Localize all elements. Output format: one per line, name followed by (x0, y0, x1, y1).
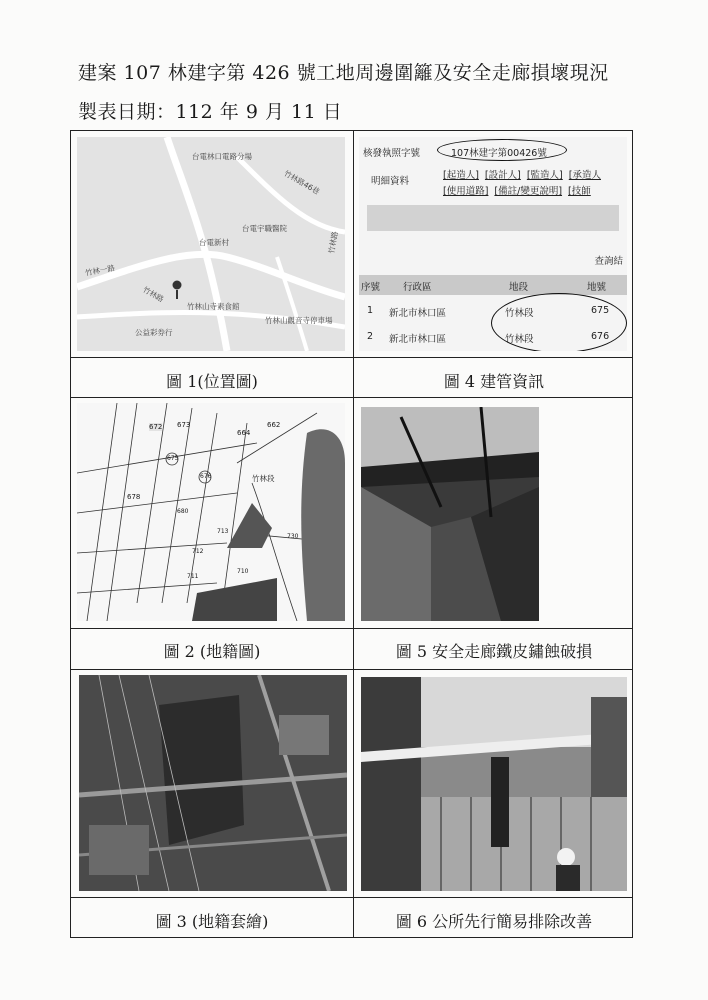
map-label: 台電宇職醫院 (242, 224, 287, 233)
link-applicant[interactable]: [起造人] (443, 170, 479, 181)
lot-label: 710 (237, 568, 249, 575)
row-divider (71, 897, 632, 898)
lot-label: 713 (217, 528, 229, 535)
cadastral-map (77, 403, 345, 621)
info-bar (367, 205, 619, 231)
lot-label: 664 (237, 429, 251, 437)
corridor-photo (361, 407, 539, 621)
link-road[interactable]: [使用道路] (443, 186, 489, 197)
figure-caption: 圖 3 (地籍套繪) (155, 912, 269, 931)
column-divider (353, 131, 354, 937)
map-label: 台電新村 (199, 238, 229, 247)
lot-label: 672 (149, 423, 163, 431)
aerial-overlay (79, 675, 347, 891)
lot-label: 711 (187, 573, 199, 580)
map-label: 公益彩券行 (135, 328, 173, 337)
link-designer[interactable]: [設計人] (484, 170, 521, 181)
lot-label: 680 (177, 508, 189, 515)
query-result-label: 查詢結 (594, 256, 623, 267)
map-label: 台電林口電路分場 (192, 152, 252, 161)
figure-caption: 圖 1(位置圖) (166, 372, 258, 391)
lot-label: 678 (127, 493, 141, 501)
map-label: 竹林一路 (84, 263, 116, 278)
col-header: 地段 (509, 282, 529, 293)
section-label: 竹林段 (252, 474, 275, 483)
report-date: 製表日期：112 年 9 月 11 日 (78, 101, 343, 123)
lot-label: 730 (287, 533, 299, 540)
col-header: 地號 (587, 282, 607, 293)
cell-no: 1 (367, 305, 374, 316)
row-divider (71, 397, 632, 398)
cell-district: 新北市林口區 (389, 334, 447, 345)
page-title: 建案 107 林建字第 426 號工地周邊圍籬及安全走廊損壞現況 (78, 62, 609, 84)
figure-caption: 圖 5 安全走廊鐵皮鏽蝕破損 (395, 642, 593, 661)
link-engineer[interactable]: [技師 (568, 186, 591, 197)
cell-lot: 675 (591, 305, 610, 316)
cell-lot: 676 (591, 331, 610, 342)
map-label: 竹林山觀音寺停車場 (265, 316, 333, 325)
highlight-ellipse (491, 293, 627, 351)
map-label: 竹林路 (326, 230, 340, 255)
figure-caption: 圖 6 公所先行簡易排除改善 (395, 912, 593, 931)
col-header: 序號 (361, 282, 381, 293)
details-label: 明細資料 (371, 176, 410, 187)
highlight-ellipse (437, 139, 567, 161)
link-contractor[interactable]: [承造人 (568, 170, 601, 181)
row-divider (71, 628, 632, 629)
cell-district: 新北市林口區 (389, 308, 447, 319)
license-value: 107林建字第00426號 (451, 148, 547, 159)
figure-table (70, 130, 633, 938)
lot-label: 676 (200, 473, 212, 480)
figure-caption: 圖 4 建管資訊 (443, 372, 545, 391)
lot-label: 675 (167, 455, 179, 462)
repair-photo (361, 677, 627, 891)
row-divider (71, 357, 632, 358)
col-header: 行政區 (403, 282, 432, 293)
figure-caption: 圖 2 (地籍圖) (163, 642, 261, 661)
map-label: 竹林路46巷 (282, 168, 322, 197)
link-remarks[interactable]: [備註/變更說明] (494, 186, 563, 197)
cell-section: 竹林段 (505, 334, 534, 345)
building-info-panel (359, 137, 627, 351)
cell-no: 2 (367, 331, 374, 342)
lot-label: 662 (267, 421, 281, 429)
map-label: 竹林路 (141, 284, 166, 305)
map-label: 竹林山寺素食館 (187, 302, 240, 311)
cell-section: 竹林段 (505, 308, 534, 319)
row-divider (71, 669, 632, 670)
link-supervisor[interactable]: [監造人] (526, 170, 563, 181)
license-label: 核發執照字號 (363, 148, 421, 159)
lot-label: 712 (192, 548, 204, 555)
location-map (77, 137, 345, 351)
lot-label: 673 (177, 421, 191, 429)
